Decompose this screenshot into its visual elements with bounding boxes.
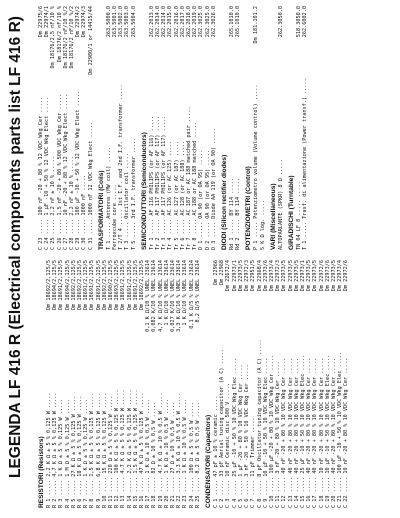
component-description: R 7 ..... 1 K Ω ± 5 % 0,125 W ..... [83, 398, 90, 508]
part-number: 8,2 Ω/5 % UNEL 23614 [194, 260, 201, 323]
component-description: R 6 ..... 18 K Ω ± 5 % 0,125 W ..... [77, 395, 84, 508]
component-description: R 4 ..... 1 M Ω ± 5 % 0,125 W ..... [64, 398, 71, 508]
component-description: R 12 ..... 100 K Ω ± 5 % 0,125 W ..... [114, 389, 121, 508]
part-number: 0,027 K/10 % UNEL 23614 [170, 260, 177, 332]
part-number: Dm 22974/1 [44, 6, 51, 38]
component-description: C 21 ..... 100 µF -10 + 50 % 10 VDC Wkg Elec ..... [337, 351, 344, 508]
part-number: 262.2014.0 [161, 6, 168, 38]
part-number: Dm 18691/2,125/5 [126, 260, 133, 310]
component-description: C 27 ..... 10 nF -20 + 80 % 12 VDC Wkg Elect ..... [62, 93, 69, 250]
component-description: R 23 ..... 1 K Ω ± 10 % 0,5 W ..... [182, 398, 189, 508]
component-description: C 10 ..... 100 µF -20 + 80 % 10 VDC Wkg Cer ..... [268, 354, 275, 508]
part-number: 263.5004.0 [130, 6, 137, 38]
part-number: Dm 22968 [219, 260, 226, 285]
component-description: ALTOPARLANTE (SPKR) 8 Ω ..... [277, 159, 284, 250]
part-number: 3,3 K Ω/10 % UNEL 23614 [176, 260, 183, 332]
part-number: Dm 22973/4 [268, 260, 275, 292]
component-description: R 22 ..... 3,3 K Ω ± 10 % 0,5 W ..... [176, 392, 183, 508]
part-number: 262.2016.0 [173, 6, 180, 38]
part-number: 263.5003.0 [124, 6, 131, 38]
component-description: Rd 1 ..... BY 114 ..... [229, 178, 236, 250]
part-number: Dm 22973/1 [231, 260, 238, 292]
component-description: C 14 ..... 40 nF -20 + 80 % 10 VDC Wkg Cer ..... [293, 358, 300, 508]
part-number: Dm 22968/4 [256, 260, 263, 292]
part-number: Dm 22972/6 [318, 260, 325, 292]
part-number: Dm 22966 [213, 260, 220, 285]
section-heading: GIRADISCHI (Turntable) [288, 175, 296, 250]
part-number: 262.3026.0 [210, 6, 217, 38]
part-number: Dm 22973/4 [337, 260, 344, 292]
part-number: 262.2013.0 [148, 6, 155, 38]
component-description: Tr 2 ..... AF 117 PHILIPS (or AF 117) ..... [155, 115, 162, 250]
part-number: Dm 22972/3 [275, 260, 282, 292]
component-description: T 1 ..... Antenna (MW coil) ..... [105, 146, 112, 250]
component-description: C 7 ..... 11 pF Trimmer ..... [250, 417, 257, 508]
part-number: Dm 18692/2,125/5 [77, 260, 84, 310]
component-description: C 4 ..... 25 µF -10 + 50 % 10 VDC Wkg Elec ..... [231, 358, 238, 508]
component-description: C 17 ..... 40 nF -20 + 80 % 10 VDC Wkg Cer ..... [312, 358, 319, 508]
component-description: R 25 ..... 8,2 Ω ± 5 % 0,5 W ..... [194, 401, 201, 508]
component-description: C 15 ..... 25 µF -10 + 50 % 10 VDC Wkg Elec ..... [299, 354, 306, 508]
component-description: Tr 8 ..... AC 188 or AC 188 matched ..... [192, 121, 199, 250]
component-description: R 21 ..... 27 Ω ± 10 % 0,5 W ..... [170, 401, 177, 508]
part-number: Dm 18176/2 nF/10 % [56, 6, 63, 63]
part-number: Dm 18692/2,125/5 [46, 260, 52, 310]
component-description: C 1 ..... 47 pF ± 10 % ceramic ..... [213, 395, 220, 508]
component-description: R 14 ..... 2,2 K Ω ± 5 % 0,125 W ..... [126, 389, 133, 508]
part-number: 4,7 K Ω/10 % UNEL 23614 [157, 260, 164, 332]
component-description: R 5 ..... 27 K Ω ± 5 % 0,125 W ..... [70, 395, 77, 508]
document-title: LEGENDA LF 416 R (Electrical components parts list LF 416 R) [7, 16, 24, 478]
part-number: Dm 18691/2,125/5 [95, 260, 102, 310]
part-number: Dm 22973/5 [293, 260, 300, 292]
part-number: 518.3050.0 [296, 6, 303, 38]
component-description: R 19 ..... 4,7 K Ω ± 10 % 0,5 W ..... [157, 392, 164, 508]
part-number: 1 K Ω/10 % UNEL 23614 [163, 260, 170, 326]
part-number: Dm 22980/1 or 14415/44 [87, 6, 94, 75]
component-description: C 13 ..... 40 nF -20 + 80 % 10 VDC Wkg Cer ..... [287, 358, 294, 508]
component-description: 5 K Ω log. ..... [259, 200, 266, 250]
part-number [260, 6, 266, 9]
part-number: 265.1010.0 [235, 6, 242, 38]
part-number: Dm 22973/5 [281, 260, 288, 292]
component-description: R 11 ..... 220 Ω ± 5 % 0,125 W ..... [108, 395, 115, 508]
component-description: D 2 ..... OA 90 (or OA 95) ..... [204, 150, 211, 250]
part-number: Dm 22973/5 [306, 260, 313, 292]
part-number: Dm 22974/2 [75, 6, 82, 38]
part-number: Dm 18693/2,125/5 [114, 260, 121, 310]
component-description: C 6 ..... 3 nF -20 + 50 % 10 VDC Wkg Cer ..... [244, 364, 251, 508]
component-description: R 20 ..... 1 K Ω ± 10 % 0,5 W ..... [163, 398, 170, 508]
component-description: D 3 ..... Diode AA 119 (or OA 90) ..... [210, 128, 217, 250]
part-number: Dm 18176/2,5 nF/10 % [50, 6, 57, 69]
component-description: Ferroxcube core ..... [112, 184, 119, 250]
part-number: Dm 22972/3 [244, 260, 251, 292]
component-description: C 16 ..... 40 nF -20 + 80 % 10 VDC Wkg Cer ..... [306, 358, 313, 508]
parts-list-row [343, 260, 349, 508]
part-number: 262.3050.0 [277, 6, 284, 38]
part-number: Dm 22951/5 [250, 260, 257, 292]
component-description: C 5 ..... 1 µF -20 + 80 % 10 VDC Wkg Cer ..... [237, 364, 244, 508]
component-description: P 1 ..... Potenziometro volume (Volume control) ..... [253, 84, 260, 250]
part-number: 0,1 K Ω/10 % UNEL 23614 [145, 260, 152, 332]
parts-list-row [260, 6, 266, 250]
component-description: R 18 ..... 82 Ω ± 10 % 0,5 W ..... [151, 401, 158, 508]
section-heading: SEMICONDUTTORI (Semiconductors) [140, 132, 148, 250]
part-number: Dm 22973/1 [299, 260, 306, 292]
part-number: 262.2017.0 [179, 6, 186, 38]
component-description: TN 04 LF 8 ..... ..... [296, 181, 303, 250]
part-number: 263.5000.0 [105, 6, 112, 38]
component-description: C 18 ..... 10 nF -20 + 80 % 10 VDC Wkg Cer ..... [318, 358, 325, 508]
component-description: R 17 ..... 1 K Ω ± 10 % 0,5 W ..... [145, 398, 152, 508]
component-description: C 25 ..... 2,2 nF ± 10 % ..... [50, 156, 57, 250]
component-description: C 29 ..... 100 µF -10 + 50 % 12 VDC Wkg Elect ..... [75, 90, 82, 250]
component-description: Tr 6 ..... AC 128 (or AC 188) ..... [179, 140, 186, 250]
part-number: 262.2014.0 [155, 6, 162, 38]
part-number: Dm 18691/2,125/5 [120, 260, 127, 310]
component-description: R 1 ..... 2,2 K Ω ± 5 % 0,125 W ..... [46, 392, 52, 508]
component-description: C 20 ..... 40 nF -20 + 80 % 10 VDC Wkg Cer ..... [330, 358, 337, 508]
component-description: Rd 2 ..... BY 114 ..... [235, 178, 242, 250]
component-description: T 1 ..... Trasf. di alimentazione (Power transf.) ..... [302, 78, 309, 250]
component-description: Tr 7 ..... AC 187 or AC 188 matched pair ..... [186, 106, 193, 250]
part-number: Dm 18691/2,125/5 [58, 260, 65, 310]
component-description: R 10 ..... 15 K Ω ± 5 % 0,125 W ..... [101, 392, 108, 508]
part-number: 262.3025.0 [198, 6, 205, 38]
part-number: Dm 181.101.2 [253, 6, 260, 44]
part-number: Dm 18691/2,125/5 [132, 260, 139, 310]
part-number: Dm 18694/2,125/5 [64, 260, 71, 310]
section-heading: POTENZIOMETRI (Control) [245, 166, 253, 250]
part-number: 262.3025.0 [204, 6, 211, 38]
part-number: 265.1010.0 [229, 6, 236, 38]
part-number: Dm 22973/5 [287, 260, 294, 292]
component-description: T 5 ..... 3rd I.F. transformer ..... [130, 137, 137, 250]
component-description: C 28 ..... 2,2 nF ± 10 % ..... [69, 156, 76, 250]
component-description: T 2/T 4 ..... 1st I.F. and 2nd I.F. transformer ..... [118, 84, 125, 250]
part-number: Dm 18176/2 nF/10 %/2 [62, 6, 69, 69]
component-description: C 3 ..... 10 nF Ceramic disc 500 V ..... [225, 383, 232, 508]
part-number: Dm 18176/2 nF/10 %/2 [69, 6, 76, 69]
component-description: C 22 ..... 10 nF -20 + 80 % 10 VDC Wkg Cer ..... [343, 358, 350, 508]
component-description: R 8 ..... 1,5 K Ω ± 5 % 0,125 W ..... [89, 392, 96, 508]
section-heading: RESISTORI (Resistors) [38, 436, 45, 508]
component-description: R 16 ..... 47 K Ω ± 5 % 0,125 W ..... [139, 392, 146, 508]
parts-list-row [88, 6, 94, 250]
right-column [34, 6, 389, 250]
part-number: Dm 18690/2,125/5 [108, 260, 115, 310]
parts-list-row [131, 6, 137, 250]
part-number: 262.2015.0 [167, 6, 174, 38]
part-number: Dm 22975/6 [38, 6, 44, 38]
component-description: C 31 ..... 1000 nF 12 VDC Wkg Elect ..... [87, 121, 94, 250]
component-description: R 15 ..... 1,5 K Ω ± 5 % 0,125 W ..... [132, 389, 139, 508]
part-number: 262.6002.0 [302, 6, 309, 38]
part-number: 0,082 K/10 % UNEL 23614 [151, 260, 158, 332]
part-number: Dm 22973/5 [312, 260, 319, 292]
parts-list-row [278, 6, 284, 250]
part-number: Dm 22672/4 [225, 260, 232, 292]
component-description: C 9 ..... 10 µF -10 + 50 % 10 VDC Wkg Elec ..... [262, 358, 269, 508]
parts-list-row [302, 6, 308, 250]
component-description: R 3 ..... 1 K Ω ± 5 % 0,125 W ..... [58, 398, 65, 508]
component-description: T 3 ..... Oscillator coil ..... [124, 153, 131, 250]
component-description: C 24 ..... 1 µF -10 + 50 % 12 VDC Wkg Elect ..... [44, 96, 51, 250]
part-number: Dm 22973/5 [330, 260, 337, 292]
part-number: 1 K Ω/10 % UNEL 23614 [182, 260, 189, 326]
component-description: C 2 ..... 33 pF Aerial tuning capacitor (A C) ..... [219, 348, 226, 508]
part-number: 263.5002.0 [118, 6, 125, 38]
left-column [34, 260, 389, 508]
component-description: D 1 ..... OA 90 (or OA 95) ..... [198, 150, 205, 250]
part-number: Dm 22974/3 [81, 6, 88, 38]
section-heading: TRASFORMATORI (Coils) [97, 170, 105, 250]
part-number: 262.2018.0 [186, 6, 193, 38]
component-description: R 24 ..... 100 Ω ± 5 % 0,5 W ..... [188, 401, 195, 508]
part-number: Dm 22973/6 [262, 260, 269, 292]
component-description: Tr 3 ..... AF 117 PHILIPS (or AF 117) ..... [161, 115, 168, 250]
component-description: C 26 ..... 1,5 nF -20 + 80 % 500 VDC Wkg Cer ..... [56, 93, 63, 250]
part-number: Dm 18692/2,125/5 [139, 260, 146, 310]
part-number: 0,1 K Ω/5 % UNEL 23614 [188, 260, 195, 329]
section-heading: VARI (Miscellaneous) [269, 183, 277, 250]
component-description: R 13 ..... 4,7 K Ω ± 5 % 0,125 W ..... [120, 389, 127, 508]
component-description: C 19 ..... 10 µF -10 + 50 % 10 VDC Wkg Elec ..... [324, 354, 331, 508]
part-number: Dm 22973/6 [324, 260, 331, 292]
component-description: R 9 ..... 6,8 K Ω ± 5 % 0,125 W ..... [95, 392, 102, 508]
part-number: Dm 22973/5 [237, 260, 244, 292]
part-number: Dm 22972/6 [343, 260, 350, 292]
component-description: Tr 1 ..... AF 116 PHILIPS (or AF 116) ..... [148, 115, 155, 250]
part-number: 262.2019.0 [192, 6, 199, 38]
part-number: Dm 18691/2,125/5 [83, 260, 90, 310]
section-heading: DIODI (Silicon rectifier diodes) [221, 154, 229, 250]
component-description: C 11 ..... 3 nF -20 + 80 % 10 VDC Wkg Cer ..... [275, 361, 282, 508]
component-description: Tr 5 ..... AC 127 (or AC 187) ..... [173, 140, 180, 250]
section-heading: CONDENSATORI (Capacitors) [205, 414, 213, 508]
part-number: Dm 18692/2,125/5 [70, 260, 77, 310]
component-description: C 8 ..... 8 pF Oscillator tuning capacitor (A C) ..... [256, 339, 263, 508]
component-description: Tr 4 ..... AC 126 (or AC 125) ..... [167, 140, 174, 250]
parts-list-row [235, 6, 241, 250]
parts-list-row [195, 260, 201, 508]
component-description: C 30 ..... 1000 nF ..... [81, 175, 88, 250]
part-number: 263.5001.0 [112, 6, 119, 38]
part-number: Dm 18691/2,125/5 [89, 260, 96, 310]
part-number: Dm 18694/2,125/5 [52, 260, 59, 310]
component-description: C 23 ..... 100 nF -20 + 80 % 12 VDC Wkg Cer ..... [38, 96, 44, 250]
part-number: Dm 18692/2,125/5 [101, 260, 108, 310]
component-description: R 2 ..... 4,7 K Ω ± 5 % 0,125 W ..... [52, 392, 59, 508]
component-description: C 12 ..... 40 nF -20 + 80 % 10 VDC Wkg Cer ..... [281, 358, 288, 508]
parts-list-row [211, 6, 217, 250]
